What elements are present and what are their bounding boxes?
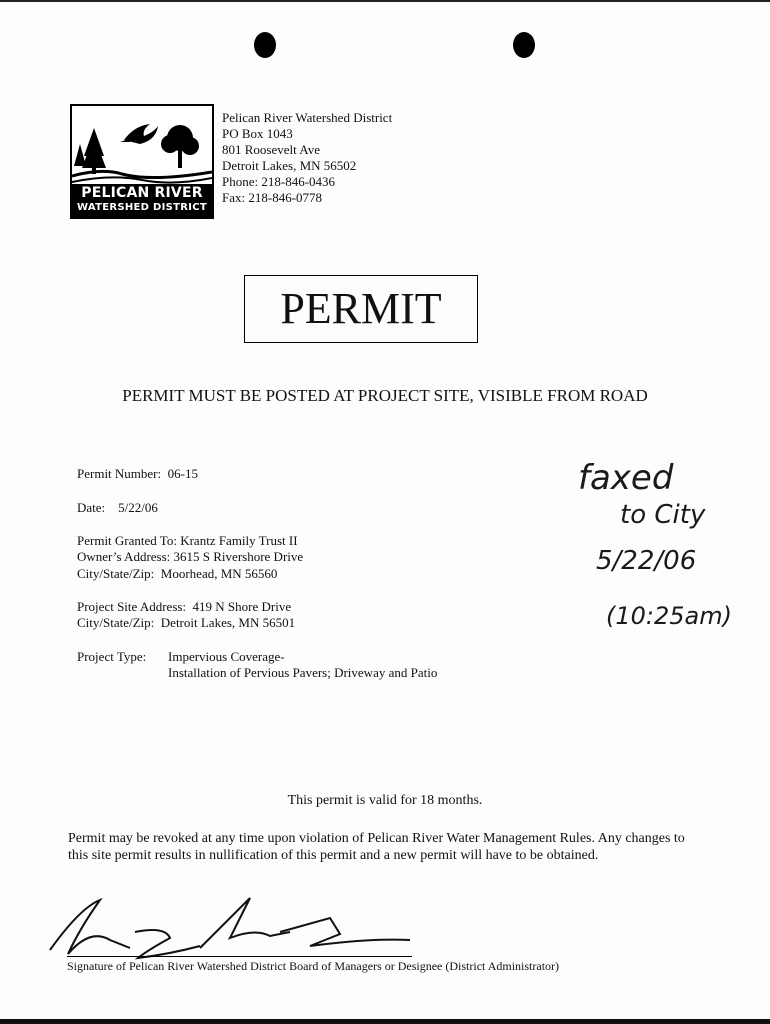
- scan-top-edge: [0, 0, 770, 2]
- validity-statement: This permit is valid for 18 months.: [287, 793, 483, 808]
- posting-notice: PERMIT MUST BE POSTED AT PROJECT SITE, VISIBLE FROM ROAD: [122, 386, 648, 405]
- city-state-zip: Detroit Lakes, MN 56502: [222, 158, 357, 173]
- fax: Fax: 218-846-0778: [222, 190, 323, 205]
- handwritten-to-city: to City: [620, 500, 706, 530]
- street-address: 801 Roosevelt Ave: [222, 142, 320, 157]
- phone: Phone: 218-846-0436: [222, 174, 336, 189]
- handwritten-time: (10:25am): [606, 602, 732, 630]
- page-title: PERMIT: [280, 284, 442, 333]
- logo-subtitle: WATERSHED DISTRICT: [76, 202, 208, 213]
- site-address-value: 419 N Shore Drive: [192, 599, 292, 614]
- handwritten-date: 5/22/06: [596, 546, 697, 576]
- site-city-row: [77, 615, 295, 631]
- owner-city-value: Moorhead, MN 56560: [160, 566, 278, 581]
- district-address: [222, 110, 392, 206]
- project-type-label: Project Type:: [77, 649, 147, 664]
- site-address-row: [77, 599, 291, 615]
- pelican-river-logo: [70, 104, 214, 219]
- site-address-label: Project Site Address:: [77, 599, 187, 614]
- granted-to-label: Permit Granted To:: [77, 533, 177, 548]
- signature-caption: Signature of Pelican River Watershed District Board of Managers or Designee (District Administrator): [67, 959, 560, 973]
- permit-number-label: Permit Number:: [77, 466, 162, 481]
- project-type-line1: Impervious Coverage-: [168, 649, 285, 664]
- site-city-label: City/State/Zip:: [77, 615, 155, 630]
- date-value: 5/22/06: [118, 500, 158, 515]
- signature-line: [67, 956, 412, 957]
- granted-to-row: [77, 533, 298, 549]
- punch-hole-right: [513, 32, 535, 58]
- permit-title-box: [244, 275, 478, 343]
- handwritten-faxed: faxed: [578, 458, 674, 498]
- po-box: PO Box 1043: [222, 126, 293, 141]
- date-label: Date:: [77, 500, 106, 515]
- logo-scene-icon: [72, 106, 212, 186]
- date-row: [77, 500, 158, 516]
- owner-city-row: [77, 566, 277, 582]
- owner-city-label: City/State/Zip:: [77, 566, 155, 581]
- owner-address-row: [77, 549, 303, 565]
- owner-address-label: Owner’s Address:: [77, 549, 171, 564]
- punch-hole-left: [254, 32, 276, 58]
- scan-bottom-edge: [0, 1019, 770, 1024]
- permit-number-value: 06-15: [167, 466, 198, 481]
- permit-number-row: [77, 466, 198, 482]
- granted-to-value: Krantz Family Trust II: [180, 533, 298, 548]
- project-type-line2: Installation of Pervious Pavers; Driveway and Patio: [168, 665, 438, 680]
- district-name: Pelican River Watershed District: [222, 110, 393, 125]
- revocation-notice: Permit may be revoked at any time upon violation of Pelican River Water Management Rules. Any changes to this site permit results in nullification of this permit and a new permit will have to be obtained.: [68, 831, 685, 863]
- site-city-value: Detroit Lakes, MN 56501: [160, 615, 296, 630]
- logo-title: PELICAN RIVER: [81, 185, 203, 201]
- owner-address-value: 3615 S Rivershore Drive: [173, 549, 304, 564]
